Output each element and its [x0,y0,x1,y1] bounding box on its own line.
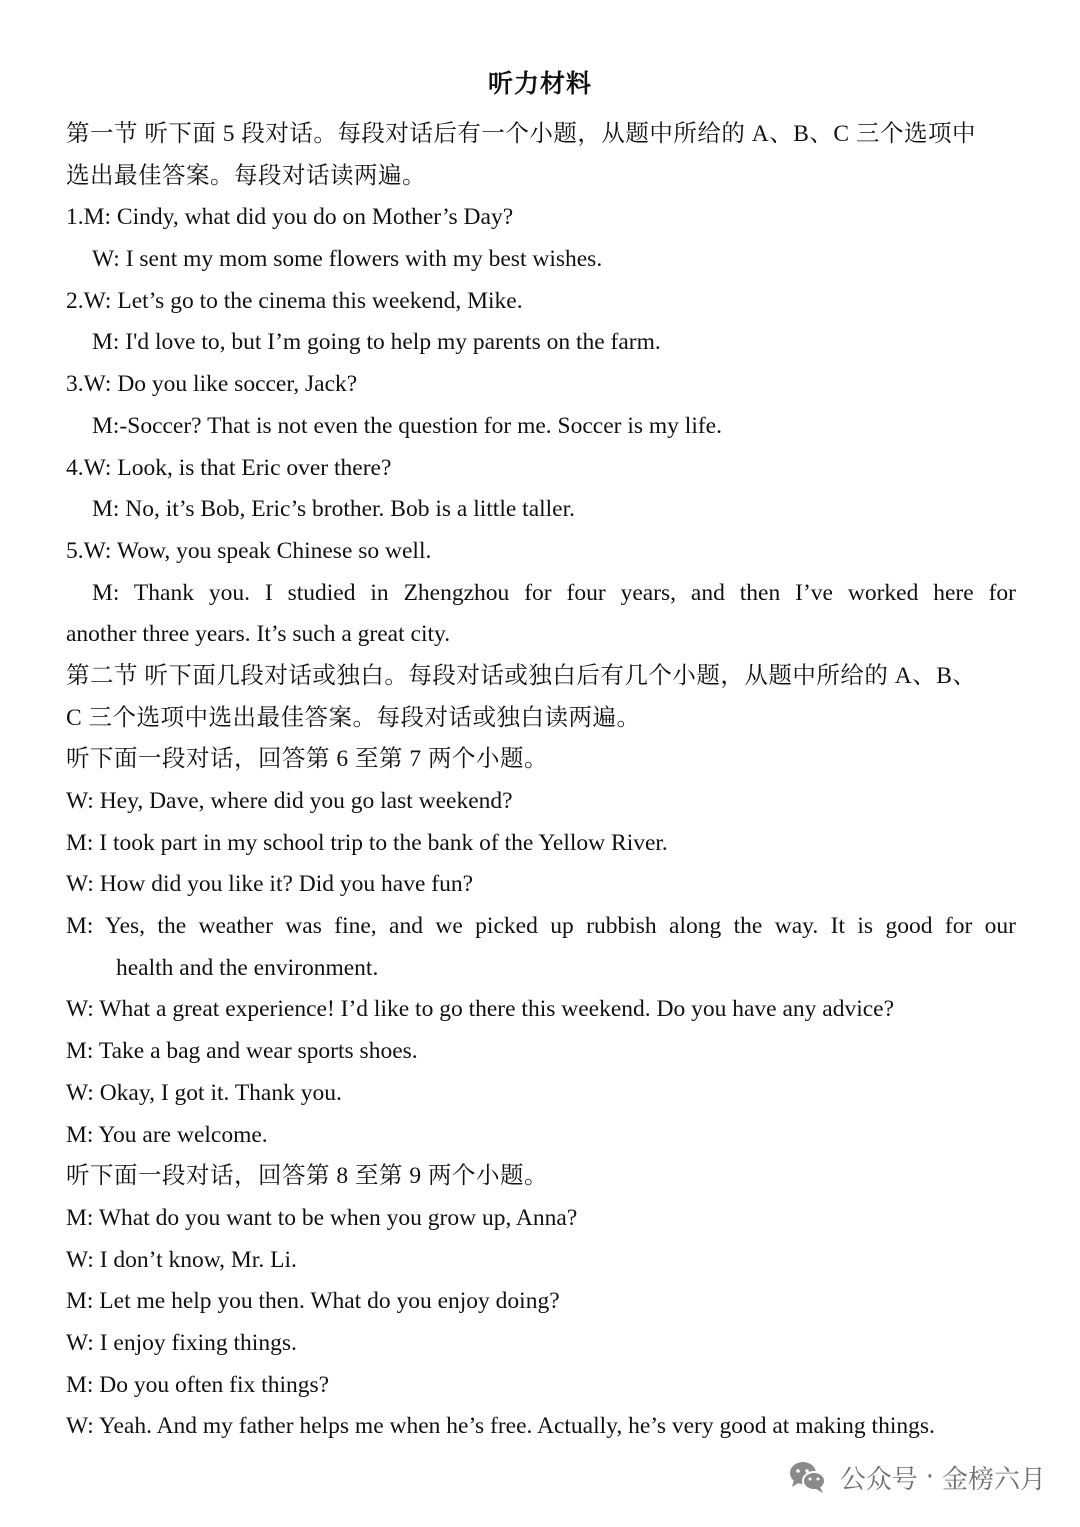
dialogue-3-question: 3.W: Do you like soccer, Jack? [66,371,358,398]
watermark-account: 金榜六月 [941,1464,1046,1495]
dialogue-6-7-heading: 听下面一段对话，回答第 6 至第 7 两个小题。 [66,746,548,773]
dialogue-6-7-line: W: Okay, I got it. Thank you. [66,1079,342,1106]
section2-intro-cont: C 三个选项中选出最佳答案。每段对话或独白读两遍。 [66,704,641,731]
dialogue-8-9-heading: 听下面一段对话，回答第 8 至第 9 两个小题。 [66,1163,548,1190]
dialogue-8-9-line: M: Do you often fix things? [66,1371,330,1398]
dialogue-5-question: 5.W: Wow, you speak Chinese so well. [66,537,432,564]
dialogue-8-9-line: W: I enjoy fixing things. [66,1329,297,1356]
dialogue-5-answer-cont: another three years. It’s such a great city. [66,621,451,648]
dialogue-1-answer: W: I sent my mom some flowers with my best wishes. [92,246,603,273]
watermark-prefix: 公众号 [839,1464,918,1495]
dialogue-8-9-line: M: Let me help you then. What do you enjoy doing? [66,1288,560,1315]
dialogue-6-7-line-cont: health and the environment. [116,954,379,981]
dialogue-4-question: 4.W: Look, is that Eric over there? [66,454,392,481]
dialogue-6-7-line: W: How did you like it? Did you have fun? [66,871,474,898]
section1-intro: 第一节 听下面 5 段对话。每段对话后有一个小题，从题中所给的 A、B、C 三个选项中 [66,121,976,147]
page-title: 听力材料 [487,71,592,98]
dialogue-8-9-line: W: Yeah. And my father helps me when he’s free. Actually, he’s very good at making things. [66,1413,935,1440]
document-body [66,114,1016,1448]
dialogue-6-7-line: M: I took part in my school trip to the bank of the Yellow River. [66,829,668,856]
section1-intro-cont: 选出最佳答案。每段对话读两遍。 [66,162,426,189]
dialogue-6-7-line: M: Take a bag and wear sports shoes. [66,1038,418,1065]
section2-intro: 第二节 听下面几段对话或独白。每段对话或独白后有几个小题，从题中所给的 A、B、 [66,662,977,689]
dialogue-2-answer: M: I'd love to, but I’m going to help my parents on the farm. [92,329,661,356]
dialogue-2-question: 2.W: Let’s go to the cinema this weekend, Mike. [66,287,523,314]
dialogue-6-7-line: W: What a great experience! I’d like to go there this weekend. Do you have any advice? [66,996,895,1023]
dialogue-8-9-line: M: What do you want to be when you grow up, Anna? [66,1204,578,1231]
dialogue-3-answer: M:-Soccer? That is not even the question for me. Soccer is my life. [92,412,722,439]
dialogue-6-7-line: M: You are welcome. [66,1121,268,1148]
dialogue-1-question: 1.M: Cindy, what did you do on Mother’s Day? [66,204,514,231]
watermark [788,1457,1046,1497]
dialogue-4-answer: M: No, it’s Bob, Eric’s brother. Bob is a little taller. [92,496,576,523]
dialogue-6-7-line: W: Hey, Dave, where did you go last weekend? [66,788,513,814]
dialogue-5-answer: M: Thank you. I studied in Zhengzhou for four years, and then I’ve worked here for [92,579,1016,606]
dialogue-6-7-line: M: Yes, the weather was fine, and we picked up rubbish along the way. It is good for our [66,913,1016,940]
dialogue-8-9-line: W: I don’t know, Mr. Li. [66,1246,297,1273]
wechat-icon [788,1460,828,1494]
watermark-separator: · [925,1462,934,1492]
